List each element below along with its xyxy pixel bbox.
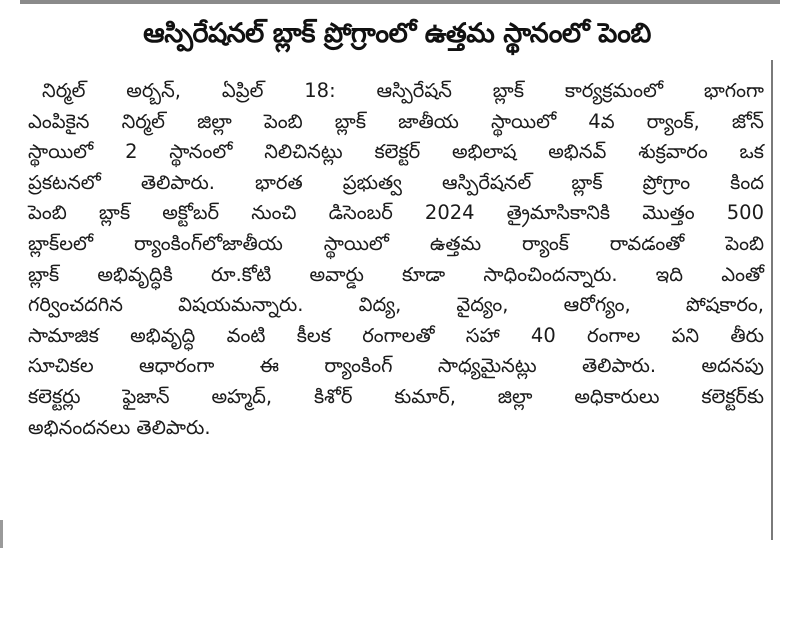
article-body — [28, 76, 764, 443]
article-line: గర్వించదగిన విషయమన్నారు. విద్య, వైద్యం, ఆరోగ్యం, పోషకారం, — [28, 293, 764, 317]
article-line: పెంబి బ్లాక్ అక్టోబర్ నుంచి డిసెంబర్ 2024 త్రైమాసికానికి మొత్తం 500 — [28, 201, 764, 225]
article-line: బ్లాక్ అభివృద్ధికి రూ.కోటి అవార్డు కూడా సాధించిందన్నారు. ఇది ఎంతో — [28, 262, 764, 286]
article-line: ప్రకటనలో తెలిపారు. భారత ప్రభుత్వ ఆస్పిరేషనల్ బ్లాక్ ప్రోగ్రాం కింద — [28, 170, 764, 194]
article-line: అభినందనలు తెలిపారు. — [28, 415, 211, 439]
article-line: స్థాయిలో 2 స్థానంలో నిలిచినట్లు కలెక్టర్ అభిలాష అభినవ్ శుక్రవారం ఒక — [28, 140, 764, 164]
article-line: సామాజిక అభివృద్ధి వంటి కీలక రంగాలతో సహా 40 రంగాల పని తీరు — [28, 323, 764, 347]
article-line: కలెక్టర్లు ఫైజాన్ అహ్మద్, కిశోర్ కుమార్, జిల్లా అధికారులు కలెక్టర్‌కు — [28, 384, 764, 408]
article-line: నిర్మల్ అర్బన్, ఏప్రిల్ 18: ఆస్పిరేషన్ బ్లాక్ కార్యక్రమంలో భాగంగా — [42, 79, 764, 102]
article-line: బ్లాక్‌లలో ర్యాంకింగ్‌లోజాతీయ స్థాయిలో ఉత్తమ ర్యాంక్ రావడంతో పెంబి — [28, 231, 764, 255]
article-headline: ఆస్పిరేషనల్ బ్లాక్ ప్రోగ్రాంలో ఉత్తమ స్థానంలో పెంబి — [143, 18, 651, 49]
column-divider — [771, 60, 773, 540]
article-line: ఎంపికైన నిర్మల్ జిల్లా పెంబి బ్లాక్ జాతీయ స్థాయిలో 4వ ర్యాంక్, జోన్ — [28, 109, 764, 133]
left-edge-mark — [0, 520, 3, 548]
article-line: సూచికల ఆధారంగా ఈ ర్యాంకింగ్ సాధ్యమైనట్లు తెలిపారు. అదనపు — [28, 354, 764, 378]
top-cut-edge — [20, 0, 780, 4]
